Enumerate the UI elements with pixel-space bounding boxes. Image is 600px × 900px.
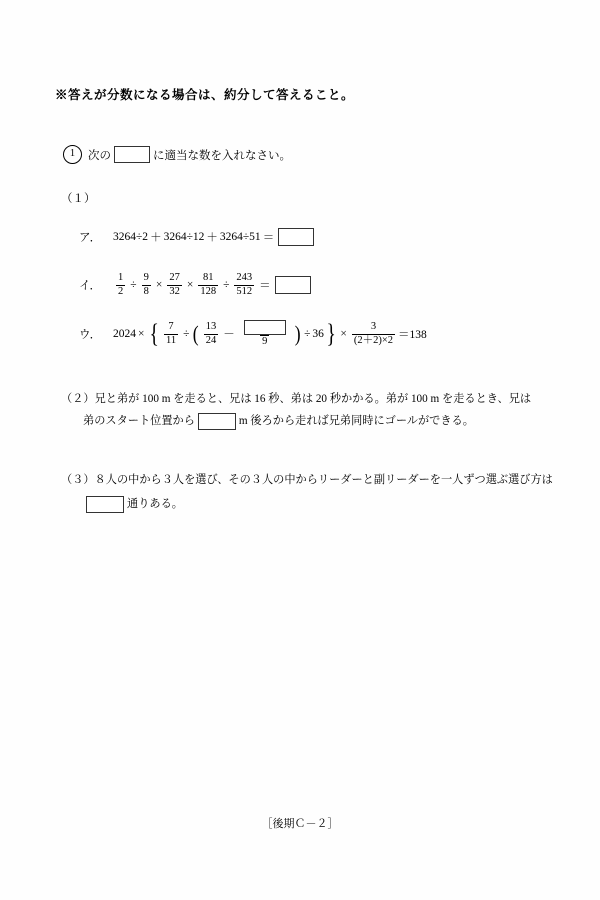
fraction-243-512 xyxy=(234,272,254,297)
part-2-line1: 兄と弟が 100 m を走ると、兄は 16 秒、弟は 20 秒かかる。弟が 100 m を走るとき、兄は xyxy=(94,393,532,406)
part-2-label: （２） xyxy=(61,393,95,406)
answer-blank-heading[interactable] xyxy=(114,146,150,163)
item-i-label: イ． xyxy=(79,280,101,292)
question-number-badge: 1 xyxy=(63,145,82,164)
fraction-243-512-denominator: 512 xyxy=(236,285,253,297)
item-a-expression xyxy=(113,228,316,246)
part-3-line2-after: 通りある。 xyxy=(127,498,183,511)
item-u xyxy=(79,320,555,348)
paren-open: ( xyxy=(193,320,200,346)
fraction-7-11-denominator: 11 xyxy=(165,334,177,346)
fraction-13-24-denominator: 24 xyxy=(205,334,217,346)
fraction-81-128 xyxy=(198,272,218,297)
item-i xyxy=(79,272,555,298)
fraction-1-2-numerator: 1 xyxy=(118,272,124,284)
fraction-9-8 xyxy=(142,272,151,297)
part-3-label: （３） xyxy=(61,473,95,486)
part-2-line2 xyxy=(83,410,555,432)
op-u-times-1: × xyxy=(138,328,145,341)
brace-open: { xyxy=(149,318,159,348)
fraction-1-2 xyxy=(116,272,125,297)
fraction-9-8-numerator: 9 xyxy=(143,272,149,284)
term-a-2: ＋ xyxy=(150,232,162,244)
fraction-blank-numerator xyxy=(240,320,290,335)
op-u-div-2: ÷ xyxy=(304,328,311,341)
coefficient-2024: 2024 xyxy=(113,328,136,341)
item-a xyxy=(79,224,555,250)
fraction-7-11-numerator: 7 xyxy=(168,321,174,333)
term-a-5: 3264÷51 xyxy=(219,231,261,243)
item-u-label: ウ． xyxy=(79,329,102,342)
part-1-label: （１） xyxy=(61,193,96,205)
page-note: ※答えが分数になる場合は、約分して答えること。 xyxy=(55,88,355,102)
fraction-13-24 xyxy=(204,321,219,346)
instruction-text-before: 次の xyxy=(88,149,111,162)
page-content xyxy=(55,85,555,524)
part-3 xyxy=(61,469,555,516)
op-i-1: ÷ xyxy=(130,279,137,291)
part-3-line1: ８人の中から３人を選び、その３人の中からリーダーと副リーダーを一人ずつ選ぶ選び方は xyxy=(94,473,553,486)
question-1-heading xyxy=(63,145,555,164)
number-36: 36 xyxy=(312,328,324,341)
part-3-line2 xyxy=(83,493,555,515)
brace-close: } xyxy=(326,318,336,348)
op-u-minus: － xyxy=(223,329,235,342)
op-u-div-1: ÷ xyxy=(183,328,190,341)
term-a-6: ＝ xyxy=(262,232,275,244)
fraction-243-512-numerator: 243 xyxy=(236,272,253,284)
answer-blank-u[interactable] xyxy=(244,320,286,335)
term-a-1: 3264÷2 xyxy=(113,231,149,243)
fraction-27-32-denominator: 32 xyxy=(169,285,180,297)
item-i-expression xyxy=(113,272,313,297)
fraction-27-32 xyxy=(167,272,182,297)
equals-138: ＝138 xyxy=(398,329,427,342)
part-2-line2-before: 弟のスタート位置から xyxy=(83,415,195,428)
term-a-3: 3264÷12 xyxy=(163,231,205,243)
fraction-9-8-denominator: 8 xyxy=(143,285,149,297)
fraction-3-over-2plus2times2 xyxy=(352,321,395,346)
term-a-4: ＋ xyxy=(206,232,218,244)
fraction-blank-over-9 xyxy=(240,320,290,348)
op-i-2: × xyxy=(155,279,163,291)
fraction-blank-denominator: 9 xyxy=(262,336,268,347)
op-i-5: ＝ xyxy=(259,280,271,292)
fraction-1-2-denominator: 2 xyxy=(118,285,124,297)
fraction-27-32-numerator: 27 xyxy=(169,272,180,284)
fraction-13-24-numerator: 13 xyxy=(205,321,217,333)
fraction-81-128-numerator: 81 xyxy=(202,272,214,284)
answer-blank-part3[interactable] xyxy=(86,496,124,513)
paren-close: ) xyxy=(294,320,301,346)
fraction-3-numerator: 3 xyxy=(370,321,377,333)
instruction-text-after: に適当な数を入れなさい。 xyxy=(153,149,291,162)
fraction-7-11 xyxy=(164,321,178,346)
item-u-expression xyxy=(113,320,427,348)
op-i-4: ÷ xyxy=(223,279,230,291)
answer-blank-part2[interactable] xyxy=(198,413,236,430)
page-footer: ［後期Ｃ－２］ xyxy=(261,818,339,830)
answer-blank-a[interactable] xyxy=(278,228,314,246)
part-2-line2-after: m 後ろから走れば兄弟同時にゴールができる。 xyxy=(238,415,474,428)
answer-blank-i[interactable] xyxy=(275,276,311,294)
part-2 xyxy=(61,388,555,433)
fraction-81-128-denominator: 128 xyxy=(200,285,217,297)
fraction-3-denominator: (2＋2)×2 xyxy=(353,334,394,346)
op-i-3: × xyxy=(186,279,194,291)
op-u-times-2: × xyxy=(340,328,347,341)
item-a-label: ア． xyxy=(79,232,102,244)
